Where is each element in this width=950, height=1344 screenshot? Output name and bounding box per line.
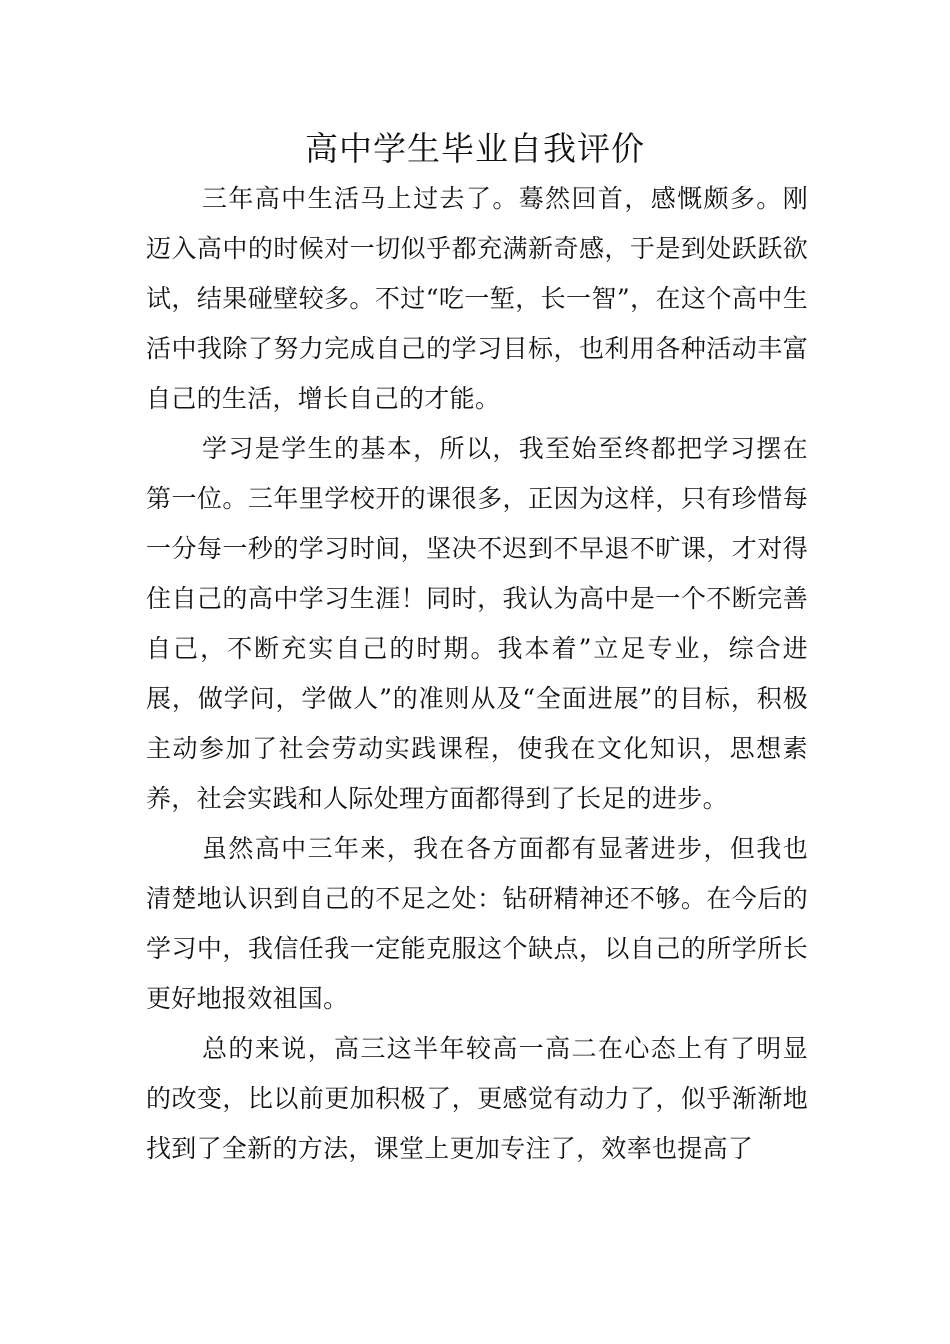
paragraph-2: 学习是学生的基本，所以，我至始至终都把学习摆在第一位。三年里学校开的课很多，正因为这样，只有珍惜每一分每一秒的学习时间，坚决不迟到不早退不旷课，才对得住自己的高中学习生涯！同时，我认为高中是一个不断完善自己，不断充实自己的时期。我本着”立足专业，综合进展，做学问，学做人”的准则从及“全面进展”的目标，积极主动参加了社会劳动实践课程，使我在文化知识，思想素养，社会实践和人际处理方面都得到了长足的进步。 — [146, 434, 808, 813]
document-title: 高中学生毕业自我评价 — [305, 129, 645, 168]
paragraph-3: 虽然高中三年来，我在各方面都有显著进步，但我也清楚地认识到自己的不足之处：钻研精神还不够。在今后的学习中，我信任我一定能克服这个缺点，以自己的所学所长更好地报效祖国。 — [146, 834, 808, 1013]
paragraph-1: 三年高中生活马上过去了。蓦然回首，感慨颇多。刚迈入高中的时候对一切似乎都充满新奇感，于是到处跃跃欲试，结果碰壁较多。不过“吃一堑，长一智”，在这个高中生活中我除了努力完成自己的学习目标，也利用各种活动丰富自己的生活，增长自己的才能。 — [146, 184, 808, 413]
paragraph-4: 总的来说，高三这半年较高一高二在心态上有了明显的改变，比以前更加积极了，更感觉有动力了，似乎渐渐地找到了全新的方法，课堂上更加专注了，效率也提高了 — [146, 1034, 808, 1163]
document-body — [146, 174, 808, 1174]
